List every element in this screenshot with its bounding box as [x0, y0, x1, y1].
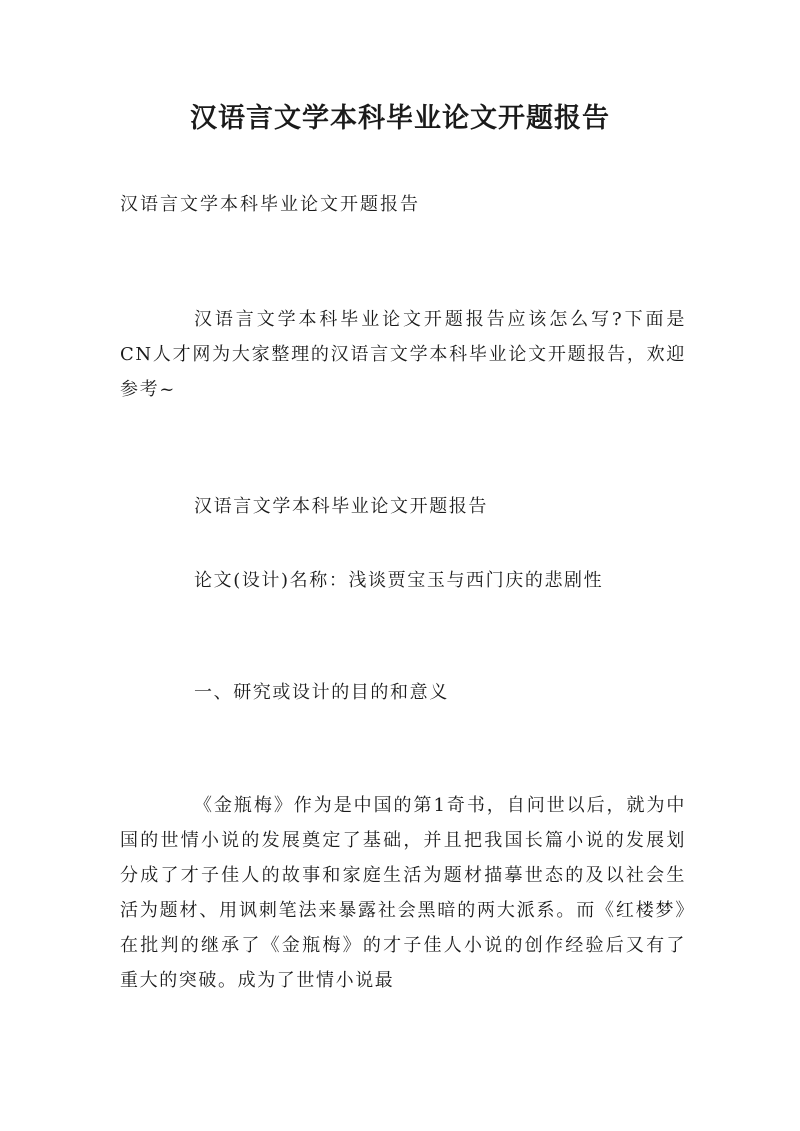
intro-paragraph: 汉语言文学本科毕业论文开题报告应该怎么写?下面是CN人才网为大家整理的汉语言文学本科毕业论文开题报告，欢迎参考~ — [120, 309, 686, 400]
section-heading: 一、研究或设计的目的和意义 — [194, 682, 449, 703]
report-heading: 汉语言文学本科毕业论文开题报告 — [194, 496, 488, 517]
body-paragraph: 《金瓶梅》作为是中国的第1奇书，自问世以后，就为中国的世情小说的发展奠定了基础，并且把我国长篇小说的发展划分成了才子佳人的故事和家庭生活为题材描摹世态的及以社会生活为题材、用讽刺笔法来暴露社会黑暗的两大派系。而《红楼梦》在批判的继承了《金瓶梅》的才子佳人小说的创作经验后又有了重大的突破。成为了世情小说最 — [120, 795, 686, 991]
thesis-name-line: 论文(设计)名称：浅谈贾宝玉与西门庆的悲剧性 — [194, 570, 604, 591]
document-title: 汉语言文学本科毕业论文开题报告 — [190, 103, 610, 134]
document-subtitle: 汉语言文学本科毕业论文开题报告 — [120, 194, 420, 215]
